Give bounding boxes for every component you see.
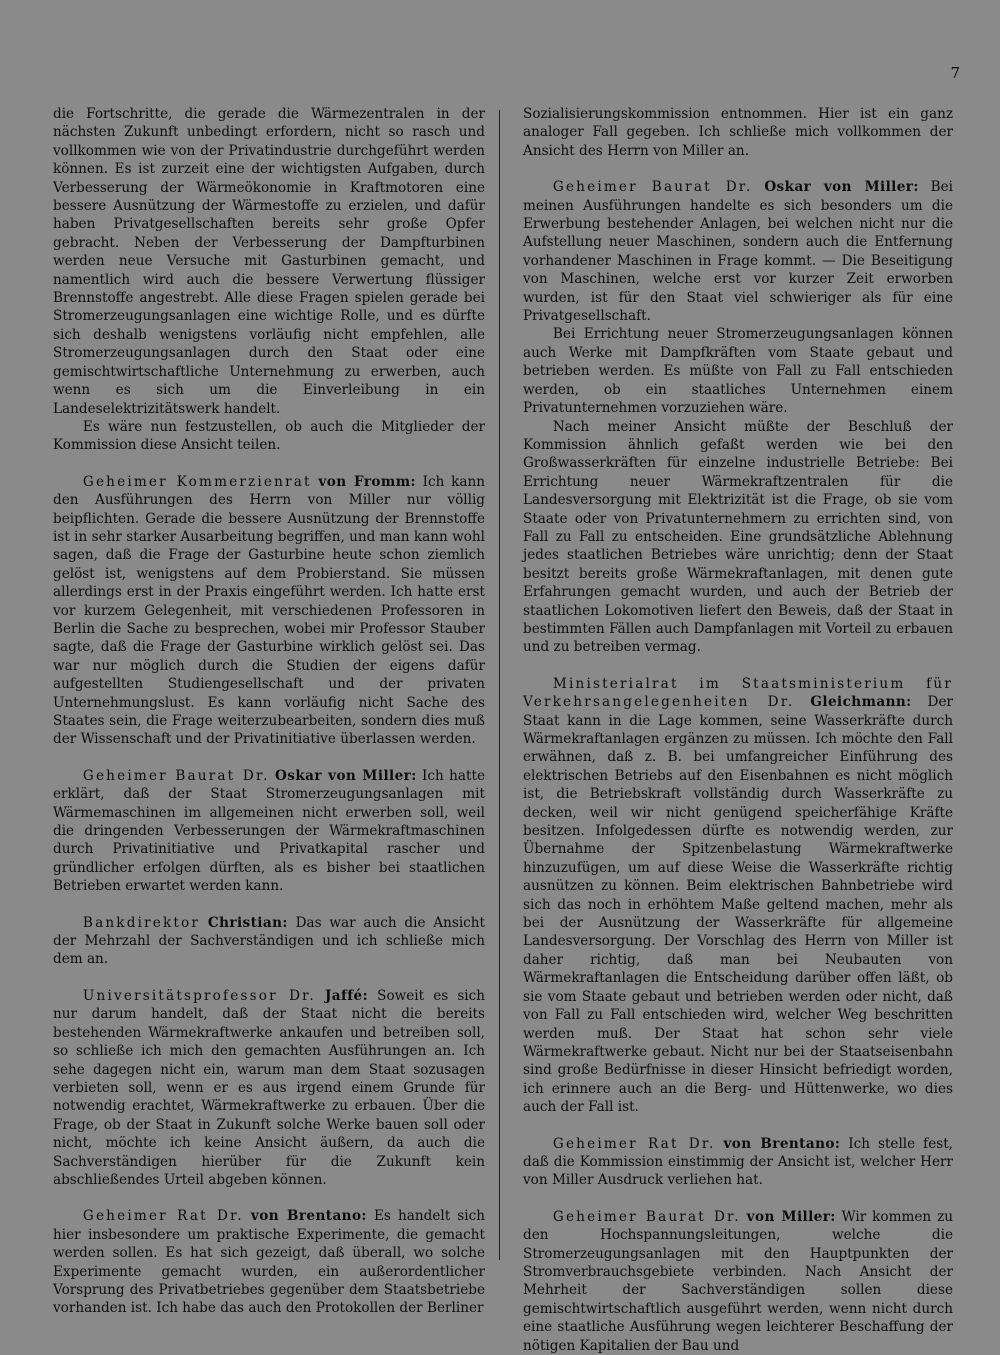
speaker-title: Geheimer Rat Dr. — [82, 1208, 244, 1225]
speaker-name: von Fromm: — [318, 473, 416, 490]
paragraph: Nach meiner Ansicht müßte der Beschluß der Kommission ähnlich gefaßt werden wie bei den Großwasserkräften für einzelne industrielle Betriebe: Bei Errichtung neuer Wärmekraftzentralen für die Landesversorgung mit Elektrizität ist die Frage, ob sie vom Staate oder von Privatunternehmern zu errichten sind, von Fall zu Fall zu entscheiden. Eine grundsätzliche Ablehnung jedes staatlichen Betriebes wäre unrichtig; denn der Staat besitzt bereits große Wärmekraftanlagen, mit denen gute Erfahrungen gemacht wurden, und auch der Betrieb der staatlichen Lokomotiven liefert den Beweis, daß der Staat in bestimmten Fällen auch Dampfanlagen mit Vorteil zu erbauen und zu betreiben vermag. — [523, 418, 953, 656]
speech-paragraph — [53, 987, 485, 1189]
speaker-name: Christian: — [207, 914, 288, 931]
speaker-title: Universitätsprofessor Dr. — [82, 987, 316, 1004]
speaker-name: von Miller: — [746, 1208, 836, 1225]
speech-text: Wir kommen zu den Hochspannungsleitungen, welche die Stromerzeugungsanlagen mit den Hauptpunkten der Stromverbrauchsgebiete verbinden. Nach Ansicht der Mehrheit der Sachverständigen sollen diese gemischtwirtschaftlich ausgeführt werden, wenn nicht durch eine staatliche Ausführung wegen leichterer Beschaffung der nötigen Kapitalien der Bau und — [523, 1208, 954, 1354]
paragraph: Es wäre nun festzustellen, ob auch die Mitglieder der Kommission diese Ansicht teilen. — [53, 418, 485, 454]
speech-paragraph — [523, 675, 953, 1117]
column-divider — [499, 110, 500, 1260]
speech-paragraph — [53, 914, 485, 969]
speaker-title: Geheimer Baurat Dr. — [82, 767, 270, 784]
speech-text: Es handelt sich hier insbesondere um praktische Experimente, die gemacht werden sollen. Es hat sich gezeigt, daß überall, wo solche Experimente gemacht wurden, ein außerordentlicher Vorsprung des Privatbetriebes gegenüber dem Staatsbetriebe vorhanden ist. Ich habe das auch den Protokollen der Berliner — [53, 1208, 485, 1317]
paragraph: Sozialisierungskommission entnommen. Hier ist ein ganz analoger Fall gegeben. Ich schließe mich vollkommen der Ansicht des Herrn von Miller an. — [523, 106, 953, 159]
speech-text: Ich stelle fest, daß die Kommission einstimmig der Ansicht ist, welcher Herr von Miller Ausdruck verliehen hat. — [523, 1135, 953, 1189]
paragraph: Bei Errichtung neuer Stromerzeugungsanlagen können auch Werke mit Dampfkräften vom Staate gebaut und betrieben werden. Es müßte von Fall zu Fall entschieden werden, ob ein staatliches Unternehmen einem Privatunternehmen vorzuziehen wäre. — [523, 326, 953, 417]
speech-text: Ich kann den Ausführungen des Herrn von Miller nur völlig beipflichten. Gerade die bessere Ausnützung der Brennstoffe ist in sehr starker Ausarbeitung begriffen, und man kann wohl sagen, daß die Frage der Gasturbine heute schon ziemlich gelöst ist, wenigstens auf dem Probierstand. Sie müssen allerdings erst in der Praxis eingeführt werden. Ich hatte erst vor kurzem Gelegenheit, mit verschiedenen Professoren in Berlin die Sache zu besprechen, wobei mir Professor Stauber sagte, daß die Frage der Gasturbine wirklich gelöst sei. Das war nur möglich durch die Studien der eigens dafür aufgestellten Studiengesellschaft und der privaten Unternehmungslust. Es kann vorläufig nicht Sache des Staates sein, die Frage weiterzubearbeiten, sondern dies muß der Wissenschaft und der Privatinitiative überlassen werden. — [53, 473, 485, 748]
speaker-title: Geheimer Baurat Dr. — [552, 179, 753, 196]
speaker-name: von Brentano: — [250, 1208, 367, 1225]
speaker-name: Oskar von Miller: — [764, 179, 919, 196]
speech-text: Der Staat kann in die Lage kommen, seine Wasserkräfte durch Wärmekraftanlagen ergänzen zu müssen. Ich möchte den Fall erwähnen, daß z. B. bei umfangreicher Einführung des elektrischen Betriebs auf den Eisenbahnen es nicht möglich ist, die Betriebskraft vollständig durch Wasserkräfte zu decken, weil wir nicht genügend speicherfähige Kräfte besitzen. Infolgedessen dürfte es notwendig werden, zur Übernahme der Spitzenbelastung Wärmekraftwerke hinzuzufügen, um auf diese Weise die Wasserkräfte richtig ausnützen zu können. Beim elektrischen Bahnbetriebe wird sich das noch in erhöhtem Maße geltend machen, mehr als bei der Ausnützung der Wasserkräfte für allgemeine Landesversorgung. Der Vorschlag des Herrn von Miller ist daher richtig, daß man bei Neubauten von Wärmekraftanlagen die Entscheidung darüber offen läßt, ob sie vom Staate gebaut und betrieben werden oder nicht, daß von Fall zu Fall entschieden wird, welcher Weg beschritten werden muß. Der Staat hat schon sehr viele Wärmekraftwerke gebaut. Nicht nur bei der Staatseisenbahn sind große Bedürfnisse in dieser Hinsicht befriedigt worden, ich erinnere auch an die Berg- und Hüttenwerke, wo dies auch der Fall ist. — [523, 694, 953, 1116]
right-column — [523, 105, 953, 1355]
speaker-title: Ministerialrat im Staatsministerium für Verkehrsangelegenheiten Dr. — [523, 675, 953, 711]
paragraph: die Fortschritte, die gerade die Wärmezentralen in der nächsten Zukunft unbedingt erfordern, nicht so rasch und vollkommen wie von der Privatindustrie durchgeführt werden können. Es ist zurzeit eine der wichtigsten Aufgaben, durch Verbesserung der Wärmeökonomie in Kraftmotoren eine bessere Ausnützung der Wärmestoffe zu erzielen, und dafür haben Privatgesellschaften bereits sehr große Opfer gebracht. Neben der Verbesserung der Dampfturbinen werden neue Versuche mit Gasturbinen gemacht, und namentlich wird auch die bessere Verwertung flüssiger Brennstoffe angestrebt. Alle diese Fragen spielen gerade bei Stromerzeugungsanlagen eine wichtige Rolle, und es dürfte sich deshalb wenigstens vorläufig nicht empfehlen, alle Stromerzeugungsanlagen durch den Staat oder eine gemischtwirtschaftliche Unternehmung zu erwerben, auch wenn es sich um die Einverleibung in ein Landeselektrizitätswerk handelt. — [53, 106, 485, 417]
speech-paragraph — [523, 178, 953, 325]
speech-paragraph — [53, 767, 485, 896]
speaker-name: Oskar von Miller: — [275, 767, 417, 784]
speech-paragraph — [53, 473, 485, 749]
page-number: 7 — [950, 64, 960, 82]
speech-text: Soweit es sich nur darum handelt, daß der Staat nicht die bereits bestehenden Wärmekraftwerke ankaufen und betreiben soll, so schließe ich mich den gemachten Ausführungen an. Ich sehe dagegen nicht ein, warum man dem Staat sozusagen verbieten soll, wenn er es aus irgend einem Grunde für notwendig erachtet, Wärmekraftwerke zu erbauen. Über die Frage, ob der Staat in Zukunft solche Werke bauen soll oder nicht, möchte ich keine Ansicht äußern, da auch die Sachverständigen hierüber für die Zukunft kein abschließendes Urteil abgeben können. — [53, 987, 486, 1188]
speaker-name: Gleichmann: — [810, 694, 912, 711]
speaker-title: Geheimer Rat Dr. — [552, 1135, 716, 1152]
speaker-title: Geheimer Baurat Dr. — [552, 1208, 741, 1225]
speech-text: Ich hatte erklärt, daß der Staat Stromerzeugungsanlagen mit Wärmemaschinen im allgemeinen nicht erwerben soll, weil die dringenden Verbesserungen der Wärmekraftmaschinen durch Privatinitiative und Privatkapital rascher und gründlicher erfolgen dürften, als es bisher bei staatlichen Betrieben erwartet werden kann. — [53, 767, 485, 895]
speech-paragraph — [53, 1207, 485, 1317]
speaker-title: Bankdirektor — [82, 914, 201, 931]
speaker-name: Jaffé: — [324, 987, 369, 1004]
speech-text: Das war auch die Ansicht der Mehrzahl der Sachverständigen und ich schließe mich dem an. — [53, 914, 486, 968]
speech-text: Bei meinen Ausführungen handelte es sich besonders um die Erwerbung bestehender Anlagen, bei welchen nicht nur die Aufstellung neuer Maschinen, sondern auch die Entfernung vorhandener Maschinen in Frage kommt. — Die Beseitigung von Maschinen, welche erst vor kurzer Zeit erworben wurden, ist für den Staat viel schwieriger als für eine Privatgesellschaft. — [523, 179, 953, 325]
speaker-name: von Brentano: — [723, 1135, 841, 1152]
left-column — [53, 105, 485, 1318]
speaker-title: Geheimer Kommerzienrat — [82, 473, 312, 490]
speech-paragraph — [523, 1135, 953, 1190]
